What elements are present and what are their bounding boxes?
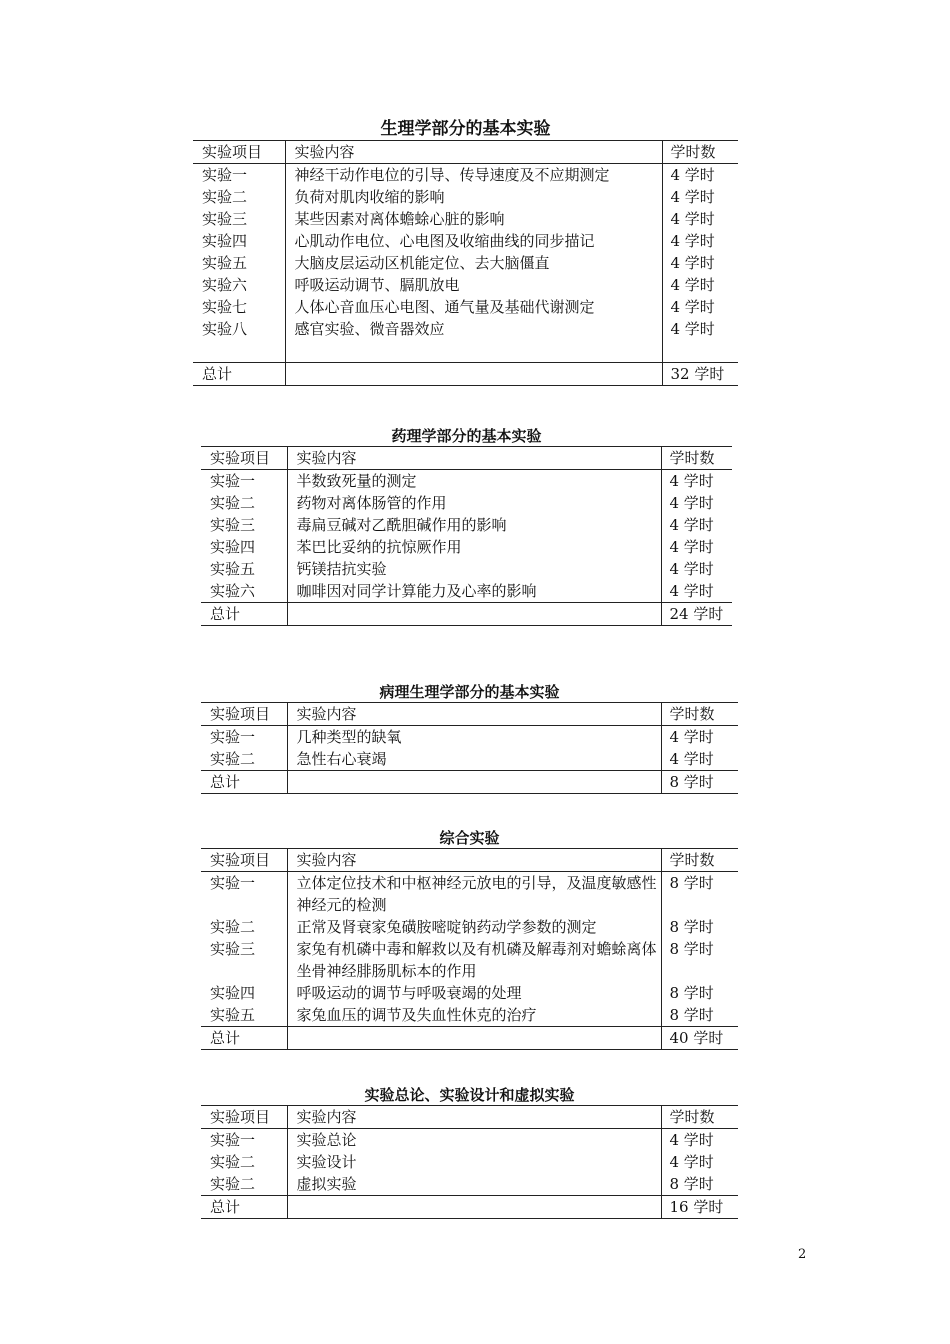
total-content	[285, 363, 662, 386]
header-item: 实验项目	[201, 849, 287, 872]
row-item: 实验一	[210, 472, 256, 490]
row-item: 实验七	[202, 298, 248, 316]
total-content	[287, 1196, 661, 1219]
table-header-row	[201, 1106, 738, 1129]
row-hours: 4 学时	[662, 296, 738, 318]
row-hours: 8 学时	[661, 1173, 738, 1196]
header-content: 实验内容	[287, 1106, 661, 1129]
row-hours: 8 学时	[661, 872, 738, 917]
table-header-row	[201, 849, 738, 872]
row-hours: 4 学时	[661, 558, 732, 580]
row-item: 实验一	[210, 728, 256, 746]
row-item: 实验三	[210, 940, 256, 958]
table-row	[201, 1004, 738, 1027]
spacer-row	[193, 340, 738, 363]
total-content	[287, 603, 661, 626]
row-hours: 8 学时	[661, 1004, 738, 1027]
total-label: 总计	[201, 1196, 287, 1219]
row-content: 正常及肾衰家兔磺胺嘧啶钠药动学参数的测定	[287, 916, 661, 938]
table-row	[193, 252, 738, 274]
total-content	[287, 1027, 661, 1050]
row-content: 人体心音血压心电图、通气量及基础代谢测定	[285, 296, 662, 318]
row-content: 药物对离体肠管的作用	[287, 492, 661, 514]
row-content: 家兔血压的调节及失血性休克的治疗	[287, 1004, 661, 1027]
experiment-table	[201, 446, 732, 626]
row-hours: 4 学时	[662, 208, 738, 230]
table-row	[201, 1173, 738, 1196]
section-comprehensive	[201, 828, 738, 1050]
row-item: 实验六	[210, 582, 256, 600]
table-row	[201, 938, 738, 982]
row-content: 呼吸运动调节、膈肌放电	[285, 274, 662, 296]
header-content: 实验内容	[287, 447, 661, 470]
row-item: 实验四	[210, 538, 256, 556]
row-hours: 4 学时	[662, 164, 738, 187]
row-hours: 4 学时	[661, 470, 732, 493]
row-hours: 4 学时	[661, 580, 732, 603]
total-hours: 16 学时	[661, 1196, 738, 1219]
table-header-row	[201, 447, 732, 470]
header-hours: 学时数	[662, 141, 738, 164]
row-content: 钙镁拮抗实验	[287, 558, 661, 580]
total-label: 总计	[201, 1027, 287, 1050]
table-row	[193, 318, 738, 340]
row-item: 实验二	[210, 1153, 256, 1171]
experiment-table	[201, 848, 738, 1050]
row-content: 虚拟实验	[287, 1173, 661, 1196]
row-hours: 4 学时	[661, 492, 732, 514]
row-item: 实验二	[210, 1175, 256, 1193]
row-content: 家兔有机磷中毒和解救以及有机磷及解毒剂对蟾蜍离体坐骨神经腓肠肌标本的作用	[287, 938, 661, 982]
table-row	[193, 164, 738, 187]
header-item: 实验项目	[201, 447, 287, 470]
page-number: 2	[798, 1247, 807, 1262]
section-pathophysiology	[201, 682, 738, 794]
row-item: 实验一	[210, 1131, 256, 1149]
row-content: 大脑皮层运动区机能定位、去大脑僵直	[285, 252, 662, 274]
table-row	[201, 726, 738, 749]
row-hours: 4 学时	[662, 252, 738, 274]
table-header-row	[201, 703, 738, 726]
table-row	[201, 514, 732, 536]
header-content: 实验内容	[287, 703, 661, 726]
row-item: 实验五	[210, 1006, 256, 1024]
row-hours: 8 学时	[661, 938, 738, 982]
header-hours: 学时数	[661, 849, 738, 872]
header-hours: 学时数	[661, 703, 738, 726]
table-row	[201, 748, 738, 771]
total-hours: 24 学时	[661, 603, 732, 626]
total-label: 总计	[193, 363, 285, 386]
row-hours: 4 学时	[661, 514, 732, 536]
table-row	[201, 492, 732, 514]
table-row	[201, 1151, 738, 1173]
row-content: 心肌动作电位、心电图及收缩曲线的同步描记	[285, 230, 662, 252]
total-row	[193, 363, 738, 386]
table-row	[193, 274, 738, 296]
header-content: 实验内容	[285, 141, 662, 164]
row-item: 实验二	[210, 750, 256, 768]
table-row	[201, 470, 732, 493]
experiment-table	[201, 702, 738, 794]
row-hours: 4 学时	[661, 1129, 738, 1152]
row-item: 实验一	[210, 874, 256, 892]
total-content	[287, 771, 661, 794]
row-content: 几种类型的缺氧	[287, 726, 661, 749]
header-item: 实验项目	[201, 1106, 287, 1129]
row-content: 苯巴比妥纳的抗惊厥作用	[287, 536, 661, 558]
total-label: 总计	[201, 771, 287, 794]
section-general-design-virtual	[201, 1085, 738, 1219]
row-content: 实验设计	[287, 1151, 661, 1173]
row-content: 实验总论	[287, 1129, 661, 1152]
row-item: 实验五	[202, 254, 248, 272]
row-content: 神经干动作电位的引导、传导速度及不应期测定	[285, 164, 662, 187]
row-hours: 4 学时	[661, 1151, 738, 1173]
row-item: 实验三	[210, 516, 256, 534]
total-row	[201, 1196, 738, 1219]
row-content: 咖啡因对同学计算能力及心率的影响	[287, 580, 661, 603]
row-content: 感官实验、微音器效应	[285, 318, 662, 340]
row-item: 实验六	[202, 276, 248, 294]
row-content: 负荷对肌肉收缩的影响	[285, 186, 662, 208]
section-title: 实验总论、实验设计和虚拟实验	[364, 1086, 575, 1104]
total-hours: 40 学时	[661, 1027, 738, 1050]
section-physiology	[193, 118, 738, 386]
header-content: 实验内容	[287, 849, 661, 872]
row-item: 实验五	[210, 560, 256, 578]
row-item: 实验一	[202, 166, 248, 184]
row-hours: 4 学时	[662, 186, 738, 208]
row-content: 急性右心衰竭	[287, 748, 661, 771]
section-title: 综合实验	[439, 829, 500, 847]
section-title: 药理学部分的基本实验	[391, 427, 542, 445]
table-row	[201, 982, 738, 1004]
total-row	[201, 603, 732, 626]
row-hours: 4 学时	[661, 726, 738, 749]
table-row	[201, 536, 732, 558]
row-content: 半数致死量的测定	[287, 470, 661, 493]
row-hours: 4 学时	[662, 230, 738, 252]
row-hours: 4 学时	[661, 536, 732, 558]
table-row	[201, 580, 732, 603]
row-item: 实验三	[202, 210, 248, 228]
header-hours: 学时数	[661, 1106, 738, 1129]
total-hours: 8 学时	[661, 771, 738, 794]
section-title: 病理生理学部分的基本实验	[379, 683, 560, 701]
section-title: 生理学部分的基本实验	[380, 119, 551, 139]
header-item: 实验项目	[201, 703, 287, 726]
table-row	[201, 916, 738, 938]
table-row	[193, 186, 738, 208]
section-pharmacology	[201, 426, 732, 626]
row-item: 实验八	[202, 320, 248, 338]
row-content: 呼吸运动的调节与呼吸衰竭的处理	[287, 982, 661, 1004]
row-hours: 8 学时	[661, 916, 738, 938]
table-row	[193, 296, 738, 318]
total-hours: 32 学时	[662, 363, 738, 386]
header-hours: 学时数	[661, 447, 732, 470]
row-item: 实验四	[202, 232, 248, 250]
row-hours: 4 学时	[662, 274, 738, 296]
row-hours: 8 学时	[661, 982, 738, 1004]
row-item: 实验四	[210, 984, 256, 1002]
row-content: 某些因素对离体蟾蜍心脏的影响	[285, 208, 662, 230]
header-item: 实验项目	[193, 141, 285, 164]
table-header-row	[193, 141, 738, 164]
row-content: 毒扁豆碱对乙酰胆碱作用的影响	[287, 514, 661, 536]
row-content: 立体定位技术和中枢神经元放电的引导，及温度敏感性神经元的检测	[287, 872, 661, 917]
row-item: 实验二	[210, 918, 256, 936]
total-row	[201, 771, 738, 794]
table-row	[193, 230, 738, 252]
experiment-table	[193, 140, 738, 386]
table-row	[201, 1129, 738, 1152]
row-hours: 4 学时	[661, 748, 738, 771]
table-row	[193, 208, 738, 230]
table-row	[201, 872, 738, 917]
total-row	[201, 1027, 738, 1050]
total-label: 总计	[201, 603, 287, 626]
experiment-table	[201, 1105, 738, 1219]
table-row	[201, 558, 732, 580]
row-hours: 4 学时	[662, 318, 738, 340]
row-item: 实验二	[210, 494, 256, 512]
row-item: 实验二	[202, 188, 248, 206]
